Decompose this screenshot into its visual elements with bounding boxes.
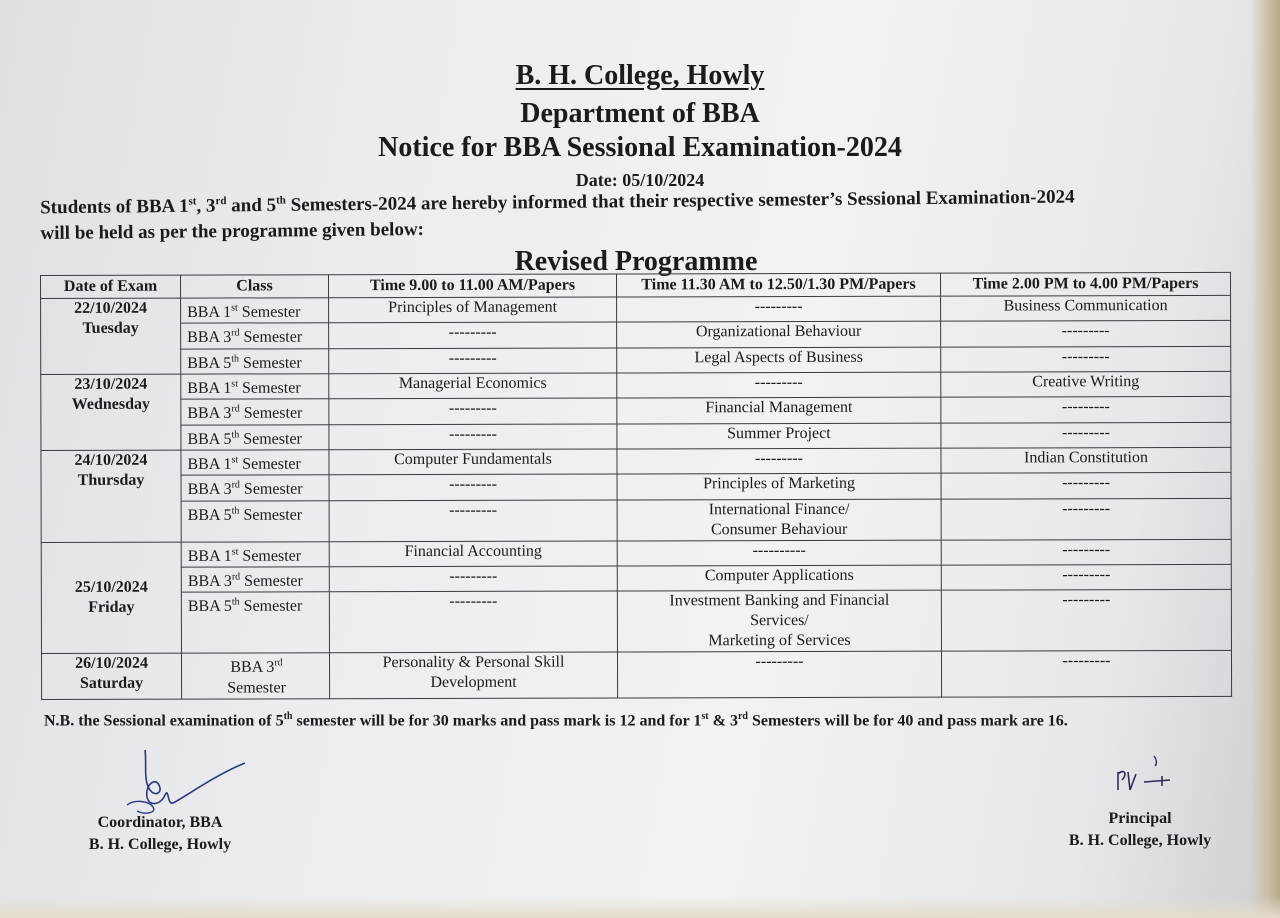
- slot1-cell: ---------: [329, 424, 617, 450]
- slot3-cell: ---------: [941, 498, 1231, 540]
- slot3-cell: Indian Constitution: [941, 447, 1231, 473]
- notice-title: Notice for BBA Sessional Examination-2024: [378, 132, 902, 163]
- class-cell: BBA 3rd Semester: [181, 567, 329, 593]
- class-cell: BBA 3rd Semester: [181, 323, 329, 349]
- slot2-cell: International Finance/ Consumer Behaviour: [617, 499, 941, 541]
- table-row: [41, 539, 1231, 567]
- table-row: [41, 498, 1231, 542]
- table-row: [41, 651, 1231, 699]
- slot3-cell: ---------: [941, 473, 1231, 499]
- class-cell: BBA 5th Semester: [181, 592, 329, 653]
- slot2-cell: ---------: [617, 296, 941, 322]
- slot2-cell: Computer Applications: [617, 565, 941, 591]
- table-row: [41, 295, 1231, 323]
- class-cell: BBA 3rd Semester: [181, 475, 329, 501]
- notice-date: Date: 05/10/2024: [575, 170, 705, 190]
- class-cell: BBA 1st Semester: [181, 450, 329, 476]
- principal-signature: [1110, 752, 1180, 797]
- class-cell: BBA 5th Semester: [181, 500, 329, 541]
- slot3-cell: Business Communication: [941, 295, 1231, 321]
- coordinator-title: Coordinator, BBA: [97, 814, 223, 831]
- table-header-row: [41, 272, 1231, 298]
- slot1-cell: ---------: [329, 474, 617, 500]
- slot3-cell: Creative Writing: [941, 371, 1231, 397]
- class-cell: BBA 3rd Semester: [181, 653, 329, 699]
- slot3-cell: ---------: [941, 564, 1231, 590]
- coordinator-block: [40, 812, 280, 856]
- class-cell: BBA 1st Semester: [181, 374, 329, 400]
- date-cell: 22/10/2024 Tuesday: [41, 298, 181, 374]
- principal-org: B. H. College, Howly: [1068, 832, 1212, 849]
- slot3-cell: ---------: [941, 651, 1231, 697]
- class-cell: BBA 5th Semester: [181, 348, 329, 374]
- coordinator-org: B. H. College, Howly: [88, 836, 232, 853]
- slot2-cell: Legal Aspects of Business: [617, 347, 941, 373]
- slot2-cell: Financial Management: [617, 397, 941, 423]
- class-cell: BBA 5th Semester: [181, 424, 329, 450]
- class-cell: BBA 1st Semester: [181, 298, 329, 324]
- slot2-cell: Summer Project: [617, 423, 941, 449]
- coordinator-signature: [115, 745, 255, 820]
- slot3-cell: ---------: [941, 346, 1231, 372]
- date-cell: 25/10/2024 Friday: [41, 542, 181, 654]
- table-row: [41, 397, 1231, 425]
- date-cell: 24/10/2024 Thursday: [41, 450, 181, 542]
- programme-title: Revised Programme: [514, 246, 758, 277]
- header-slot3: Time 2.00 PM to 4.00 PM/Papers: [940, 272, 1230, 296]
- header-slot1: Time 9.00 to 11.00 AM/Papers: [329, 274, 617, 298]
- class-cell: BBA 3rd Semester: [181, 399, 329, 425]
- department-name: Department of BBA: [520, 98, 760, 129]
- slot1-cell: Managerial Economics: [329, 373, 617, 399]
- exam-schedule-table: [40, 272, 1232, 700]
- table-row: [41, 321, 1231, 349]
- principal-title: Principal: [1108, 810, 1172, 827]
- slot1-cell: ---------: [329, 322, 617, 348]
- class-cell: BBA 1st Semester: [181, 541, 329, 567]
- table-row: [41, 422, 1231, 450]
- table-row: [41, 447, 1231, 475]
- date-cell: 23/10/2024 Wednesday: [41, 374, 181, 450]
- paper-bottom-shadow: [0, 896, 1280, 918]
- slot1-cell: ---------: [329, 566, 617, 592]
- slot1-cell: ---------: [329, 398, 617, 424]
- slot2-cell: Investment Banking and Financial Services/ Marketing of Services: [617, 590, 941, 652]
- slot2-cell: ---------: [617, 448, 941, 474]
- table-row: [41, 371, 1231, 399]
- slot3-cell: ---------: [941, 397, 1231, 423]
- slot1-cell: Principles of Management: [329, 297, 617, 323]
- slot2-cell: ---------: [617, 372, 941, 398]
- intro-paragraph: Students of BBA 1st, 3rd and 5th Semesters-2024 are hereby informed that their respective semester’s Sessional Examination-2024 will be held as per the programme given below:: [40, 186, 1075, 245]
- slot1-cell: ---------: [329, 348, 617, 374]
- table-row: [41, 564, 1231, 592]
- header-class: Class: [181, 275, 329, 298]
- date-cell: 26/10/2024 Saturday: [41, 653, 181, 699]
- slot2-cell: Organizational Behaviour: [617, 321, 941, 347]
- slot1-cell: ---------: [329, 591, 617, 653]
- college-name: B. H. College, Howly: [515, 60, 765, 91]
- table-row: [41, 473, 1231, 501]
- slot1-cell: Personality & Personal Skill Development: [329, 652, 617, 698]
- header-date: Date of Exam: [41, 275, 181, 298]
- slot3-cell: ---------: [941, 422, 1231, 448]
- slot3-cell: ---------: [941, 321, 1231, 347]
- slot1-cell: Financial Accounting: [329, 541, 617, 567]
- slot2-cell: ---------: [617, 651, 941, 697]
- slot3-cell: ---------: [941, 590, 1231, 652]
- principal-block: [1040, 808, 1240, 852]
- slot3-cell: ---------: [941, 539, 1231, 565]
- table-row: [41, 346, 1231, 374]
- slot2-cell: ----------: [617, 540, 941, 566]
- note-paragraph: N.B. the Sessional examination of 5th semester will be for 30 marks and pass mark is 12 and for 1st & 3rd Semesters will be for 40 and pass mark are 16.: [44, 711, 1068, 730]
- slot1-cell: ---------: [329, 500, 617, 542]
- slot1-cell: Computer Fundamentals: [329, 449, 617, 475]
- table-row: [41, 590, 1231, 654]
- header-slot2: Time 11.30 AM to 12.50/1.30 PM/Papers: [616, 273, 940, 297]
- slot2-cell: Principles of Marketing: [617, 473, 941, 499]
